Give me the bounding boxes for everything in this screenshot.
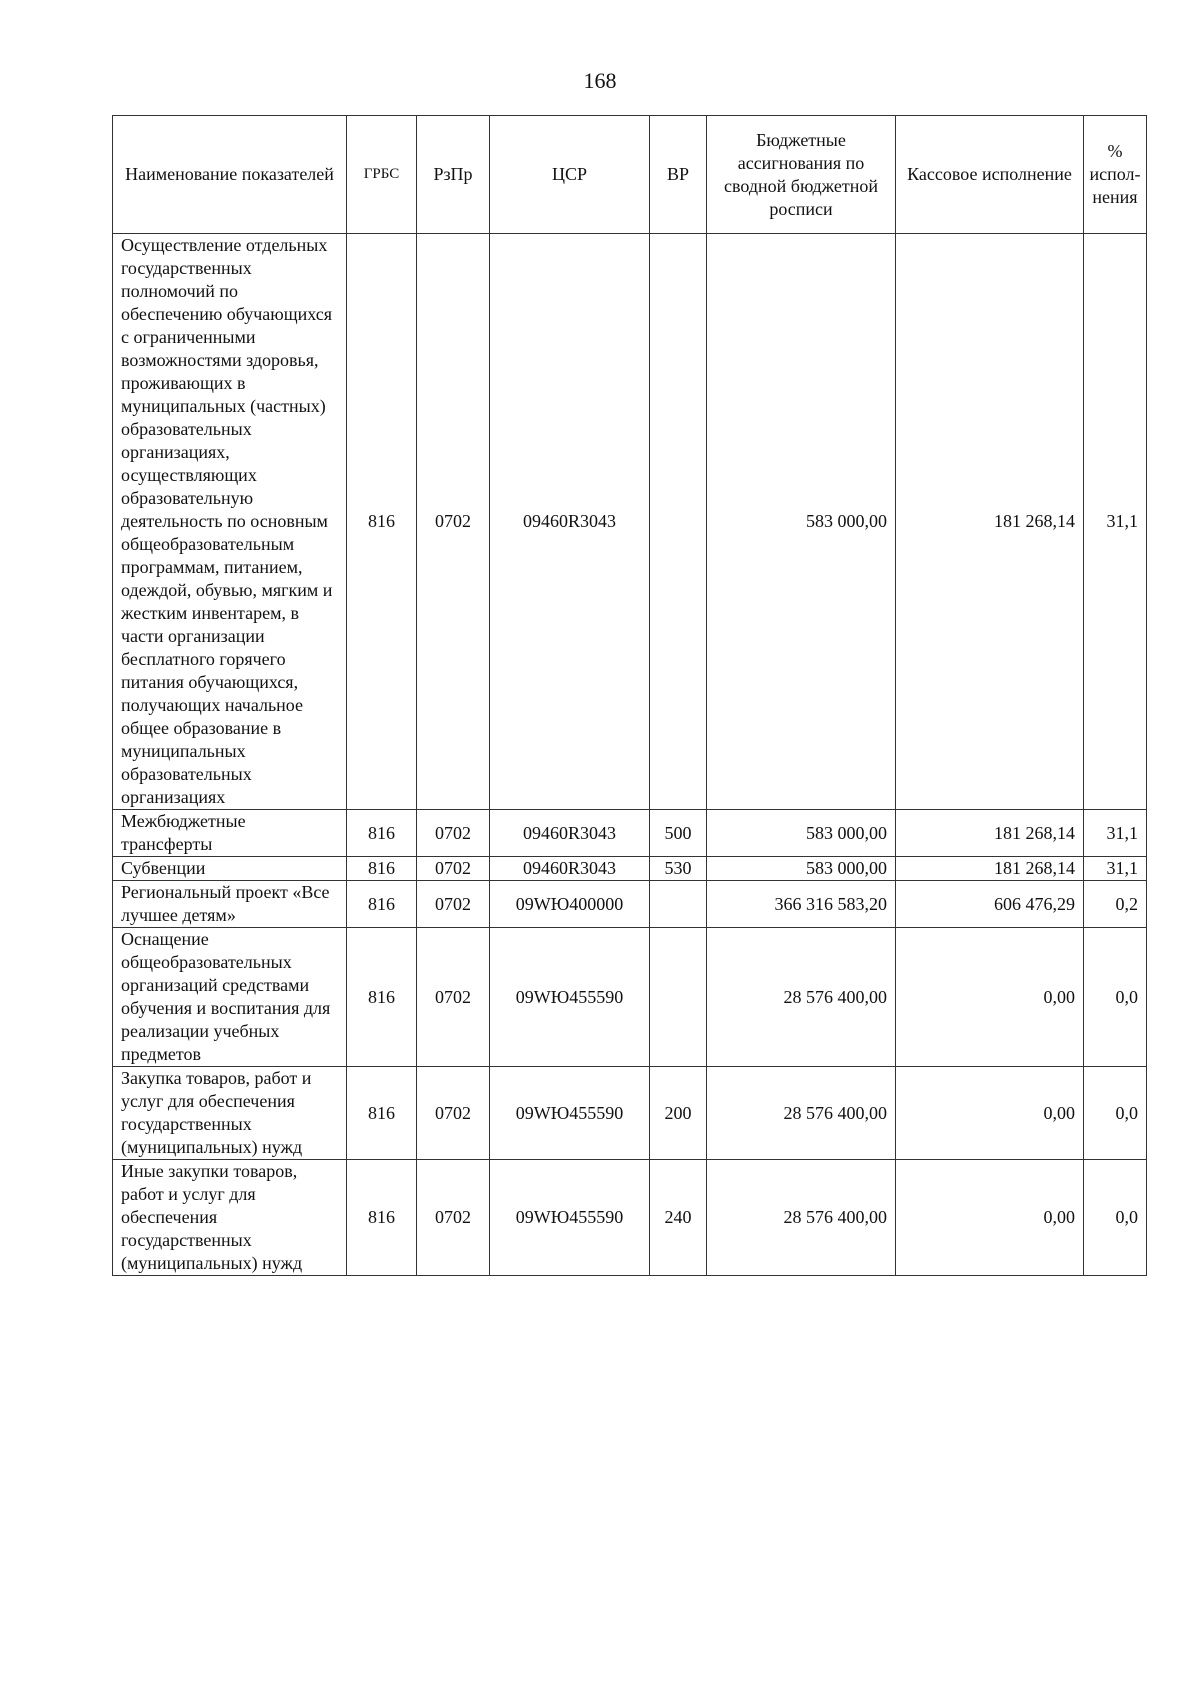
cell-name: Осуществление отдельных государственных полномочий по обеспечению обучающихся с ограниченными возможностями здоровья, проживающих в муниципальных (частных) образовательных организациях, осуществляющих образовательную деятельность по основным общеобразовательным программам, питанием, одеждой, обувью, мягким и жестким инвентарем, в части организации бесплатного горячего питания обучающихся, получающих начальное общее образование в муниципальных образовательных организациях xyxy=(113,234,347,810)
cell-rzpr: 0702 xyxy=(417,234,490,810)
cell-allocations: 366 316 583,20 xyxy=(707,881,896,928)
cell-percent: 0,0 xyxy=(1084,1160,1147,1276)
cell-allocations: 28 576 400,00 xyxy=(707,1160,896,1276)
cell-allocations: 583 000,00 xyxy=(707,857,896,881)
table-row xyxy=(113,234,1147,810)
cell-percent: 31,1 xyxy=(1084,810,1147,857)
header-allocations: Бюджетные ассигнования по сводной бюджетной росписи xyxy=(707,116,896,234)
cell-vr: 240 xyxy=(650,1160,707,1276)
cell-percent: 31,1 xyxy=(1084,234,1147,810)
cell-name: Оснащение общеобразовательных организаций средствами обучения и воспитания для реализации учебных предметов xyxy=(113,928,347,1067)
cell-rzpr: 0702 xyxy=(417,857,490,881)
cell-allocations: 28 576 400,00 xyxy=(707,928,896,1067)
cell-execution: 0,00 xyxy=(896,928,1084,1067)
cell-grbs: 816 xyxy=(347,857,417,881)
cell-csr: 09460R3043 xyxy=(490,857,650,881)
cell-csr: 09460R3043 xyxy=(490,810,650,857)
cell-name: Региональный проект «Все лучшее детям» xyxy=(113,881,347,928)
cell-csr: 09460R3043 xyxy=(490,234,650,810)
header-row xyxy=(113,116,1147,234)
cell-grbs: 816 xyxy=(347,1067,417,1160)
cell-percent: 31,1 xyxy=(1084,857,1147,881)
cell-grbs: 816 xyxy=(347,810,417,857)
page-number: 168 xyxy=(583,68,617,93)
cell-rzpr: 0702 xyxy=(417,810,490,857)
cell-grbs: 816 xyxy=(347,234,417,810)
cell-execution: 0,00 xyxy=(896,1067,1084,1160)
cell-name: Межбюджетные трансферты xyxy=(113,810,347,857)
cell-allocations: 28 576 400,00 xyxy=(707,1067,896,1160)
table-row xyxy=(113,810,1147,857)
cell-vr: 530 xyxy=(650,857,707,881)
cell-percent: 0,2 xyxy=(1084,881,1147,928)
cell-rzpr: 0702 xyxy=(417,1067,490,1160)
cell-rzpr: 0702 xyxy=(417,928,490,1067)
cell-percent: 0,0 xyxy=(1084,1067,1147,1160)
cell-execution: 606 476,29 xyxy=(896,881,1084,928)
cell-vr: 500 xyxy=(650,810,707,857)
cell-allocations: 583 000,00 xyxy=(707,234,896,810)
header-percent: % испол-нения xyxy=(1084,116,1147,234)
header-grbs: ГРБС xyxy=(347,116,417,234)
cell-execution: 181 268,14 xyxy=(896,810,1084,857)
cell-grbs: 816 xyxy=(347,1160,417,1276)
table-header xyxy=(113,116,1147,234)
cell-execution: 0,00 xyxy=(896,1160,1084,1276)
cell-csr: 09WЮ455590 xyxy=(490,1160,650,1276)
cell-rzpr: 0702 xyxy=(417,1160,490,1276)
table-row xyxy=(113,857,1147,881)
cell-percent: 0,0 xyxy=(1084,928,1147,1067)
cell-allocations: 583 000,00 xyxy=(707,810,896,857)
cell-csr: 09WЮ455590 xyxy=(490,928,650,1067)
cell-grbs: 816 xyxy=(347,881,417,928)
cell-name: Иные закупки товаров, работ и услуг для обеспечения государственных (муниципальных) нужд xyxy=(113,1160,347,1276)
cell-execution: 181 268,14 xyxy=(896,234,1084,810)
cell-rzpr: 0702 xyxy=(417,881,490,928)
table-row xyxy=(113,1160,1147,1276)
cell-vr xyxy=(650,234,707,810)
cell-grbs: 816 xyxy=(347,928,417,1067)
table-row xyxy=(113,928,1147,1067)
cell-vr: 200 xyxy=(650,1067,707,1160)
table-row xyxy=(113,881,1147,928)
header-name: Наименование показателей xyxy=(113,116,347,234)
budget-execution-table xyxy=(112,115,1147,1276)
cell-csr: 09WЮ455590 xyxy=(490,1067,650,1160)
cell-vr xyxy=(650,928,707,1067)
header-vr: ВР xyxy=(650,116,707,234)
cell-csr: 09WЮ400000 xyxy=(490,881,650,928)
header-execution: Кассовое исполнение xyxy=(896,116,1084,234)
table-body xyxy=(113,234,1147,1276)
header-csr: ЦСР xyxy=(490,116,650,234)
cell-execution: 181 268,14 xyxy=(896,857,1084,881)
table-row xyxy=(113,1067,1147,1160)
cell-vr xyxy=(650,881,707,928)
cell-name: Субвенции xyxy=(113,857,347,881)
cell-name: Закупка товаров, работ и услуг для обеспечения государственных (муниципальных) нужд xyxy=(113,1067,347,1160)
header-rzpr: РзПр xyxy=(417,116,490,234)
